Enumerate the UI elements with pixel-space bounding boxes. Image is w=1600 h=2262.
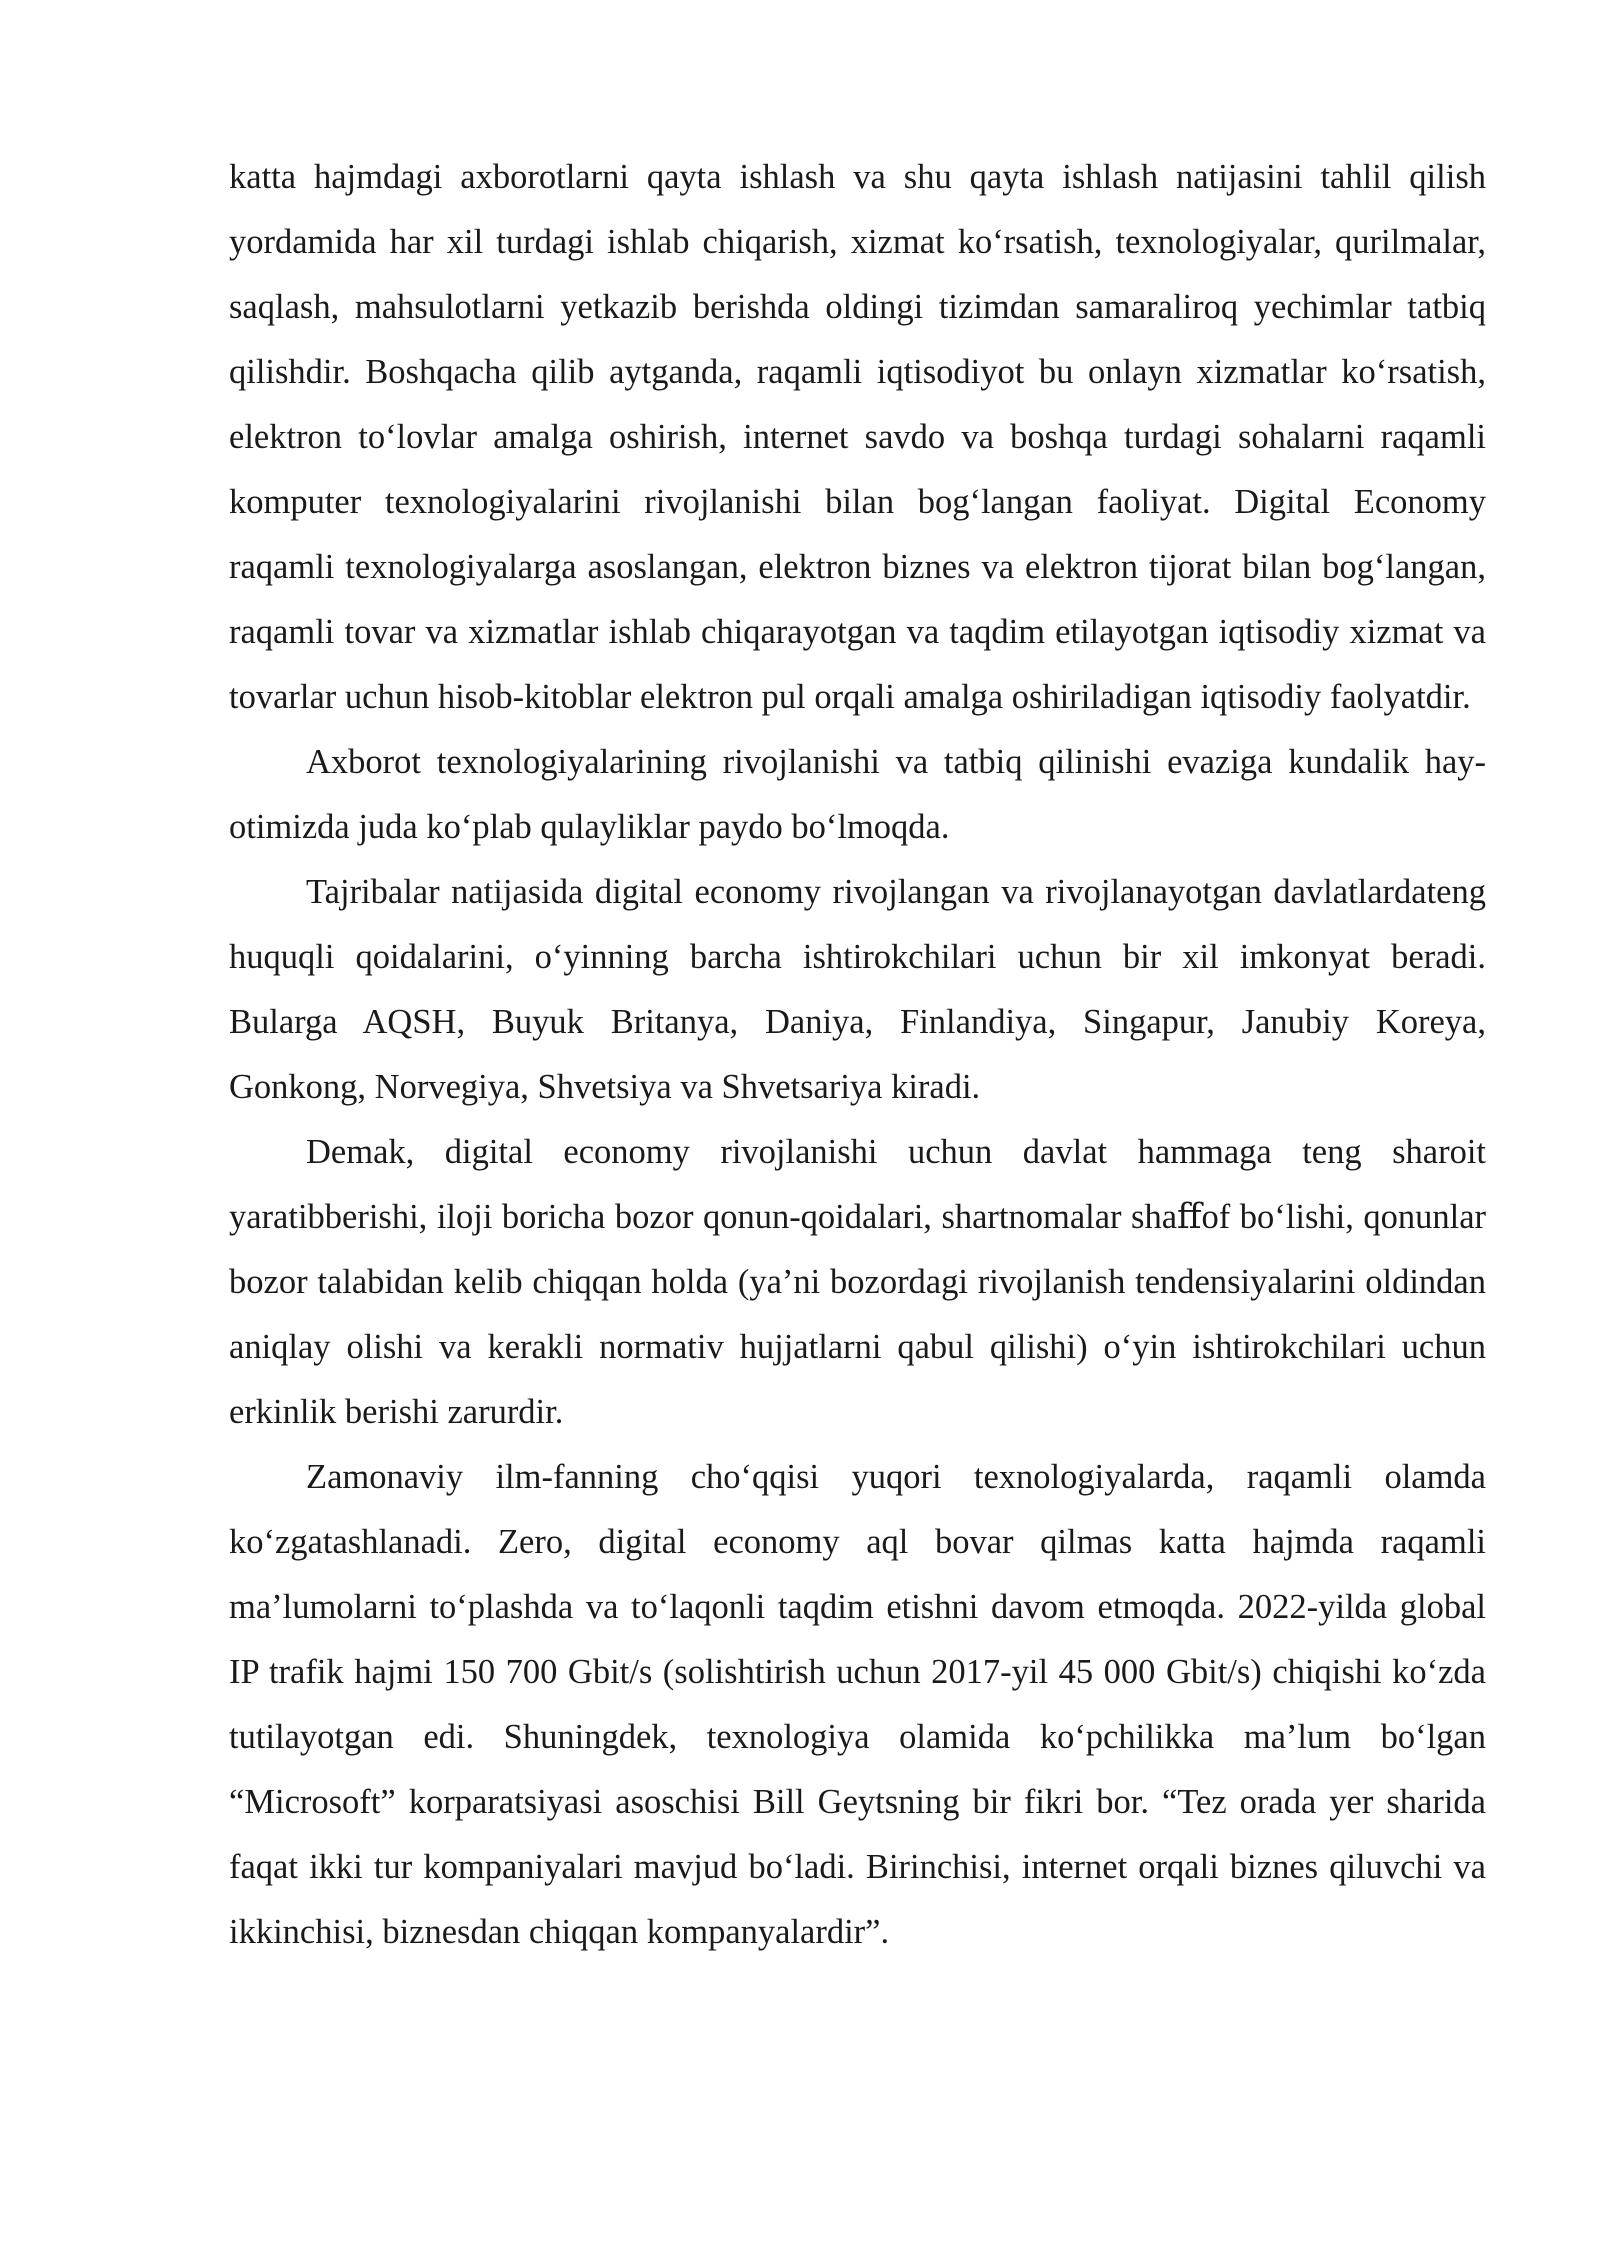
paragraph-zamonaviy: Zamonaviy ilm-fanning choʻqqisi yuqori texnologiyalarda, raqamli olamda koʻzgatashlanadi. Zero, digital economy aql bovar qilmas katta hajmda raqamli ma’lumolarni toʻplashda va toʻlaqonli taqdim etishni davom etmoqda. 2022-yilda global IP trafik hajmi 150 700 Gbit/s (solishtirish uchun 2017-yil 45 000 Gbit/s) chiqishi koʻzda tutilayotgan edi. Shuningdek, texnologiya olamida koʻpchilikka ma’lum boʻlgan “Microsoft” korparatsiyasi asoschisi Bill Geytsning bir fikri bor. “Tez orada yer sharida faqat ikki tur kompaniyalari mavjud boʻladi. Birinchisi, internet orqali biznes qiluvchi va ikkinchisi, biznesdan chiqqan kompanyalardir”.: [229, 1458, 1486, 1951]
document-body: [229, 145, 1486, 1965]
paragraph-axborot: Axborot texnologiyalarining rivojlanishi va tatbiq qilinishi evaziga kundalik hay-otimizda juda koʻplab qulayliklar paydo boʻlmoqda.: [229, 743, 1486, 846]
paragraph-tajribalar: Tajribalar natijasida digital economy rivojlangan va rivojlanayotgan davlatlardateng huquqli qoidalarini, oʻyinning barcha ishtirokchilari uchun bir xil imkonyat beradi. Bularga AQSH, Buyuk Britanya, Daniya, Finlandiya, Singapur, Janubiy Koreya, Gonkong, Norvegiya, Shvetsiya va Shvetsariya kiradi.: [229, 873, 1486, 1106]
paragraph-continuation: katta hajmdagi axborotlarni qayta ishlash va shu qayta ishlash natijasini tahlil qilish yordamida har xil turdagi ishlab chiqarish, xizmat koʻrsatish, texnologiyalar, qurilmalar, saqlash, mahsulotlarni yetkazib berishda oldingi tizimdan samaraliroq yechimlar tatbiq qilishdir. Boshqacha qilib aytganda, raqamli iqtisodiyot bu onlayn xizmatlar koʻrsatish, elektron toʻlovlar amalga oshirish, internet savdo va boshqa turdagi sohalarni raqamli komputer texnologiyalarini rivojlanishi bilan bogʻlangan faoliyat. Digital Economy raqamli texnologiyalarga asoslangan, elektron biznes va elektron tijorat bilan bogʻlangan, raqamli tovar va xizmatlar ishlab chiqarayotgan va taqdim etilayotgan iqtisodiy xizmat va tovarlar uchun hisob-kitoblar elektron pul orqali amalga oshiriladigan iqtisodiy faolyatdir.: [229, 158, 1486, 716]
paragraph-demak: Demak, digital economy rivojlanishi uchun davlat hammaga teng sharoit yaratibberishi, iloji boricha bozor qonun-qoidalari, shartnomalar shaﬀof boʻlishi, qonunlar bozor talabidan kelib chiqqan holda (ya’ni bozordagi rivojlanish tendensiyalarini oldindan aniqlay olishi va kerakli normativ hujjatlarni qabul qilishi) oʻyin ishtirokchilari uchun erkinlik berishi zarurdir.: [229, 1133, 1486, 1431]
